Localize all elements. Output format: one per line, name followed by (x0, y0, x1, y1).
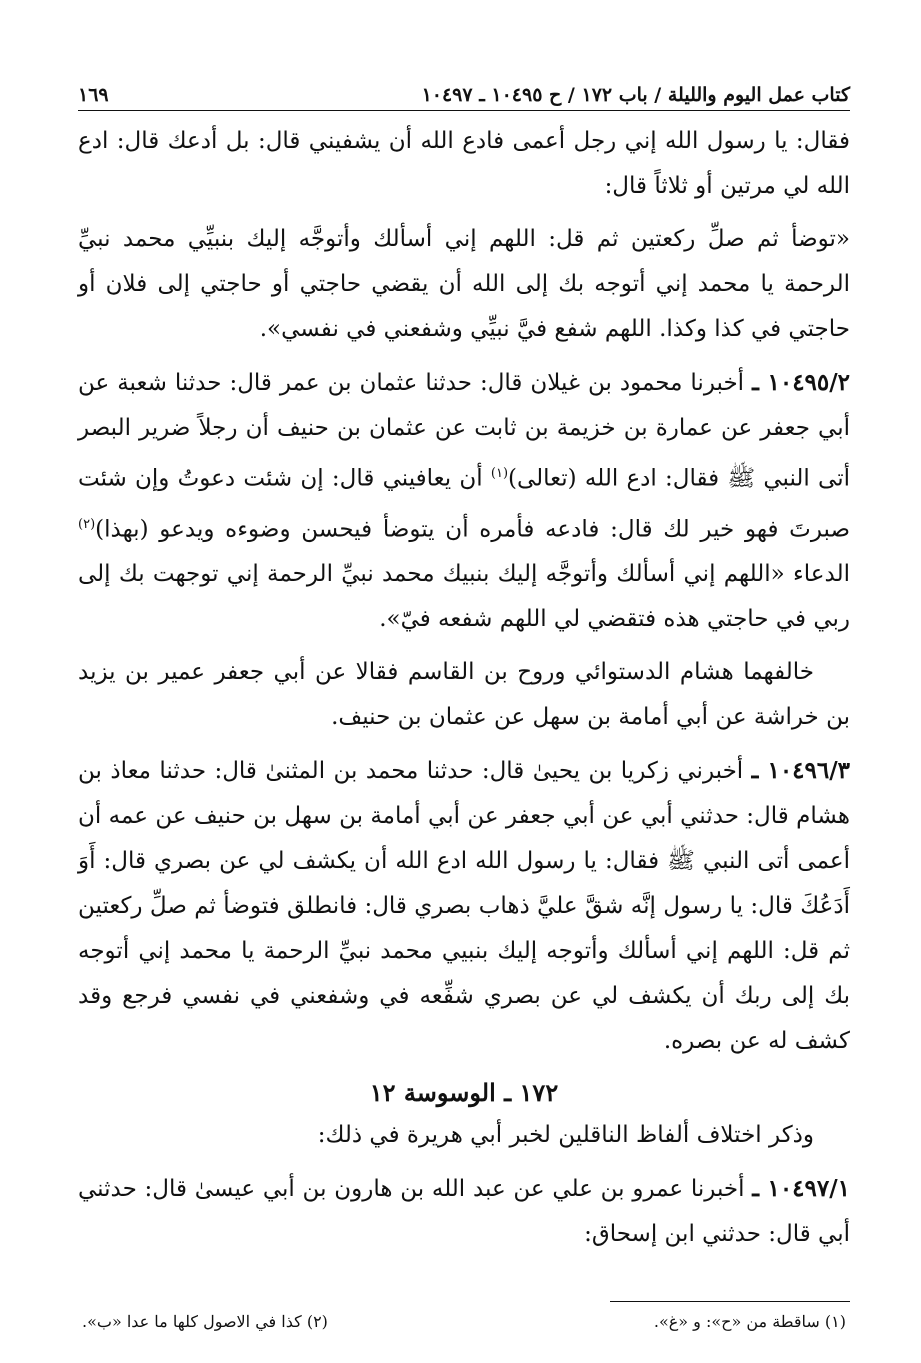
footnote-1: (١) ساقطة من «ح»: و «غ». (653, 1312, 846, 1332)
hadith-number: ١٠٤٩٧/١ ـ (752, 1175, 850, 1203)
hadith-10497 (78, 1166, 850, 1257)
footnote-ref: (١) (490, 466, 509, 481)
hadith-text: أخبرني زكريا بن يحيىٰ قال: حدثنا محمد بن المثنىٰ قال: حدثنا معاذ بن هشام قال: حدثني أبي عن أبي جعفر عن أبي أمامة بن سهل بن حنيف عن عمه أن أعمى أتى النبي ﷺ فقال: يا رسول الله ادع الله أن يكشف لي عن بصري قال: أَوَ أَدَعُكَ قال: يا رسول إنَّه شقَّ عليَّ ذهاب بصري قال: فانطلق فتوضأ ثم صلِّ ركعتين ثم قل: اللهم إني أسألك وأتوجه إليك بنبيي محمد نبيِّ الرحمة يا محمد إني أتوجه بك إلى ربك أن يكشف لي عن بصري شفِّعه في وشفعني في نفسي فرجع وقد كشف له عن بصره. (78, 758, 850, 1055)
hadith-number: ١٠٤٩٦/٣ ـ (751, 757, 850, 785)
paragraph-commentary: خالفهما هشام الدستوائي وروح بن القاسم فقالا عن أبي جعفر عمير بن يزيد بن خراشة عن أبي أمامة بن سهل عن عثمان بن حنيف. (78, 659, 850, 731)
section-intro: وذكر اختلاف ألفاظ الناقلين لخبر أبي هريرة في ذلك: (317, 1122, 814, 1149)
hadith-text: الدعاء «اللهم إني أسألك وأتوجَّه إليك بنبيك محمد نبيِّ الرحمة إني توجهت بك إلى ربي في حاجتي هذه فتقضي لي اللهم شفعه فيّ». (78, 561, 850, 633)
hadith-10496 (78, 748, 850, 1064)
page-number: ١٦٩ (78, 84, 109, 106)
hadith-text: أخبرنا محمود بن غيلان قال: حدثنا عثمان بن عمر قال: حدثنا شعبة عن أبي جعفر عن عمارة بن خزيمة بن ثابت عن عثمان بن حنيف أن رجلاً ضرير البصر أتى النبي ﷺ فقال: ادع الله (تعالى) (78, 370, 850, 492)
footnote-2: (٢) كذا في الاصول كلها ما عدا «ب». (82, 1312, 328, 1332)
header-title: كتاب عمل اليوم والليلة / باب ١٧٢ / ح ١٠٤٩٥ ـ ١٠٤٩٧ (421, 84, 850, 106)
hadith-10495 (78, 360, 850, 642)
paragraph-1: فقال: يا رسول الله إني رجل أعمى فادع الله أن يشفيني قال: بل أدعك قال: ادع الله لي مرتين أو ثلاثاً قال: (78, 128, 850, 199)
running-header (78, 84, 850, 111)
hadith-number: ١٠٤٩٥/٢ ـ (752, 369, 851, 396)
hadith-text: أخبرنا عمرو بن علي عن عبد الله بن هارون بن أبي عيسىٰ قال: حدثني أبي قال: حدثني ابن إسحاق: (78, 1176, 850, 1248)
footnotes (78, 1312, 850, 1331)
section-title: ١٧٢ ـ الوسوسة ١٢ (369, 1078, 559, 1108)
footnote-divider (610, 1301, 850, 1302)
hadith-text: أن يعافيني قال: إن شئت دعوتُ وإن شئت صبرتَ فهو خير لك قال: فادعه فأمره أن يتوضأ فيحسن وضوءه ويدعو (بهذا) (78, 465, 850, 543)
footnote-ref: (٢) (78, 516, 96, 532)
paragraph-2: «توضأ ثم صلِّ ركعتين ثم قل: اللهم إني أسألك وأتوجَّه إليك بنبيِّي محمد نبيِّ الرحمة يا محمد إني أتوجه بك إلى الله أن يقضي حاجتي أو حاجتي إلى فلان أو حاجتي في كذا وكذا. اللهم شفع فيَّ نبيِّي وشفعني في نفسي». (78, 226, 850, 342)
book-page (78, 84, 850, 1331)
